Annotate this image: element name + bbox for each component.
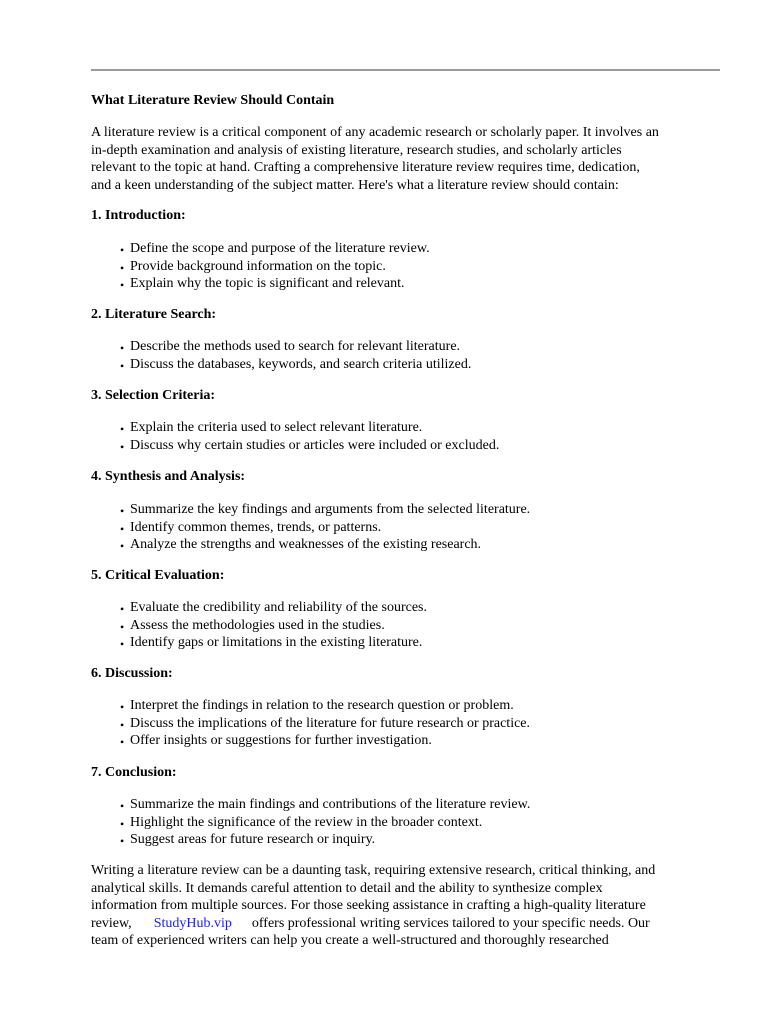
list-item-text: Describe the methods used to search for relevant literature. xyxy=(130,339,461,354)
list-item xyxy=(120,419,499,437)
list-item-text: Analyze the strengths and weaknesses of the existing research. xyxy=(130,537,482,552)
list-item-text: Discuss why certain studies or articles were included or excluded. xyxy=(130,437,500,453)
list-item xyxy=(120,814,530,832)
bullet-list-introduction xyxy=(120,240,430,293)
bullet-icon: • xyxy=(120,504,125,518)
bullet-icon: • xyxy=(120,358,125,373)
list-item-text: Discuss the implications of the literature for future research or practice. xyxy=(130,715,531,731)
list-item xyxy=(120,715,530,733)
section-heading-critical-evaluation: 5. Critical Evaluation: xyxy=(91,568,225,583)
bullet-icon: • xyxy=(120,637,125,651)
bullet-icon: • xyxy=(120,341,125,355)
bullet-list-selection-criteria xyxy=(120,419,499,454)
section-heading-introduction: 1. Introduction: xyxy=(91,208,186,223)
list-item xyxy=(120,240,430,258)
bullet-list-critical-evaluation xyxy=(120,599,427,652)
section-heading-conclusion: 7. Conclusion: xyxy=(91,765,177,780)
list-item xyxy=(120,338,471,356)
bullet-icon: • xyxy=(120,243,125,257)
list-item xyxy=(120,356,471,374)
section-heading-selection-criteria: 3. Selection Criteria: xyxy=(91,388,216,403)
bullet-icon: • xyxy=(120,700,125,714)
list-item xyxy=(120,536,530,554)
closing-paragraph xyxy=(91,862,723,950)
list-item xyxy=(120,599,427,617)
bullet-icon: • xyxy=(120,834,125,848)
bullet-icon: • xyxy=(120,422,125,436)
list-item xyxy=(120,732,530,750)
closing-text-after-link: offers professional writing services tailored to your specific needs. Our xyxy=(251,915,650,931)
section-heading-literature-search: 2. Literature Search: xyxy=(91,307,217,322)
list-item xyxy=(120,796,530,814)
list-item-text: Highlight the significance of the review in the broader context. xyxy=(130,814,483,830)
closing-line: team of experienced writers can help you create a well-structured and thoroughly researched xyxy=(91,933,609,948)
intro-line: relevant to the topic at hand. Crafting a comprehensive literature review requires time, dedication, xyxy=(91,160,640,175)
list-item-text: Explain why the topic is significant and relevant. xyxy=(130,276,405,291)
section-heading-synthesis-analysis: 4. Synthesis and Analysis: xyxy=(91,469,246,484)
list-item-text: Summarize the main findings and contributions of the literature review. xyxy=(130,797,531,812)
list-item xyxy=(120,258,430,276)
bullet-icon: • xyxy=(120,799,125,813)
list-item xyxy=(120,519,530,537)
intro-line: and a keen understanding of the subject matter. Here's what a literature review should contain: xyxy=(91,177,619,193)
list-item xyxy=(120,697,530,715)
list-item-text: Discuss the databases, keywords, and search criteria utilized. xyxy=(130,356,472,372)
bullet-icon: • xyxy=(120,816,125,831)
list-item-text: Provide background information on the topic. xyxy=(130,258,386,274)
intro-paragraph xyxy=(91,124,723,194)
closing-line: information from multiple sources. For those seeking assistance in crafting a high-quality literature xyxy=(91,898,646,913)
list-item xyxy=(120,275,430,293)
list-item-text: Suggest areas for future research or inquiry. xyxy=(130,832,376,847)
closing-line: Writing a literature review can be a daunting task, requiring extensive research, critical thinking, and xyxy=(91,863,656,878)
bullet-list-literature-search xyxy=(120,338,471,373)
studyhub-link[interactable]: StudyHub.vip xyxy=(153,915,232,931)
bullet-icon: • xyxy=(120,521,125,536)
list-item-text: Summarize the key findings and arguments from the selected literature. xyxy=(130,502,531,517)
list-item xyxy=(120,437,499,455)
list-item-text: Identify gaps or limitations in the existing literature. xyxy=(130,635,423,650)
bullet-icon: • xyxy=(120,439,125,454)
bullet-list-conclusion xyxy=(120,796,530,849)
bullet-list-discussion xyxy=(120,697,530,750)
list-item-text: Offer insights or suggestions for further investigation. xyxy=(130,733,432,748)
closing-line: analytical skills. It demands careful attention to detail and the ability to synthesize complex xyxy=(91,880,603,896)
top-divider xyxy=(91,69,720,71)
list-item-text: Explain the criteria used to select relevant literature. xyxy=(130,420,423,435)
list-item xyxy=(120,617,427,635)
intro-line: A literature review is a critical component of any academic research or scholarly paper. It involves an xyxy=(91,125,659,140)
bullet-icon: • xyxy=(120,735,125,749)
list-item-text: Interpret the findings in relation to the research question or problem. xyxy=(130,698,514,713)
bullet-icon: • xyxy=(120,539,125,553)
closing-text-before-link: review, xyxy=(91,915,132,931)
intro-line: in-depth examination and analysis of existing literature, research studies, and scholarly articles xyxy=(91,142,622,158)
bullet-icon: • xyxy=(120,602,125,616)
list-item-text: Identify common themes, trends, or patterns. xyxy=(130,519,382,535)
bullet-list-synthesis-analysis xyxy=(120,501,530,554)
list-item-text: Evaluate the credibility and reliability of the sources. xyxy=(130,600,428,615)
document-title: What Literature Review Should Contain xyxy=(91,93,335,108)
list-item-text: Define the scope and purpose of the literature review. xyxy=(130,241,430,256)
bullet-icon: • xyxy=(120,717,125,732)
section-heading-discussion: 6. Discussion: xyxy=(91,666,173,681)
list-item xyxy=(120,831,530,849)
bullet-icon: • xyxy=(120,278,125,292)
closing-link-line xyxy=(91,915,723,933)
bullet-icon: • xyxy=(120,619,125,634)
list-item xyxy=(120,634,427,652)
list-item-text: Assess the methodologies used in the studies. xyxy=(130,617,385,633)
bullet-icon: • xyxy=(120,260,125,275)
list-item xyxy=(120,501,530,519)
